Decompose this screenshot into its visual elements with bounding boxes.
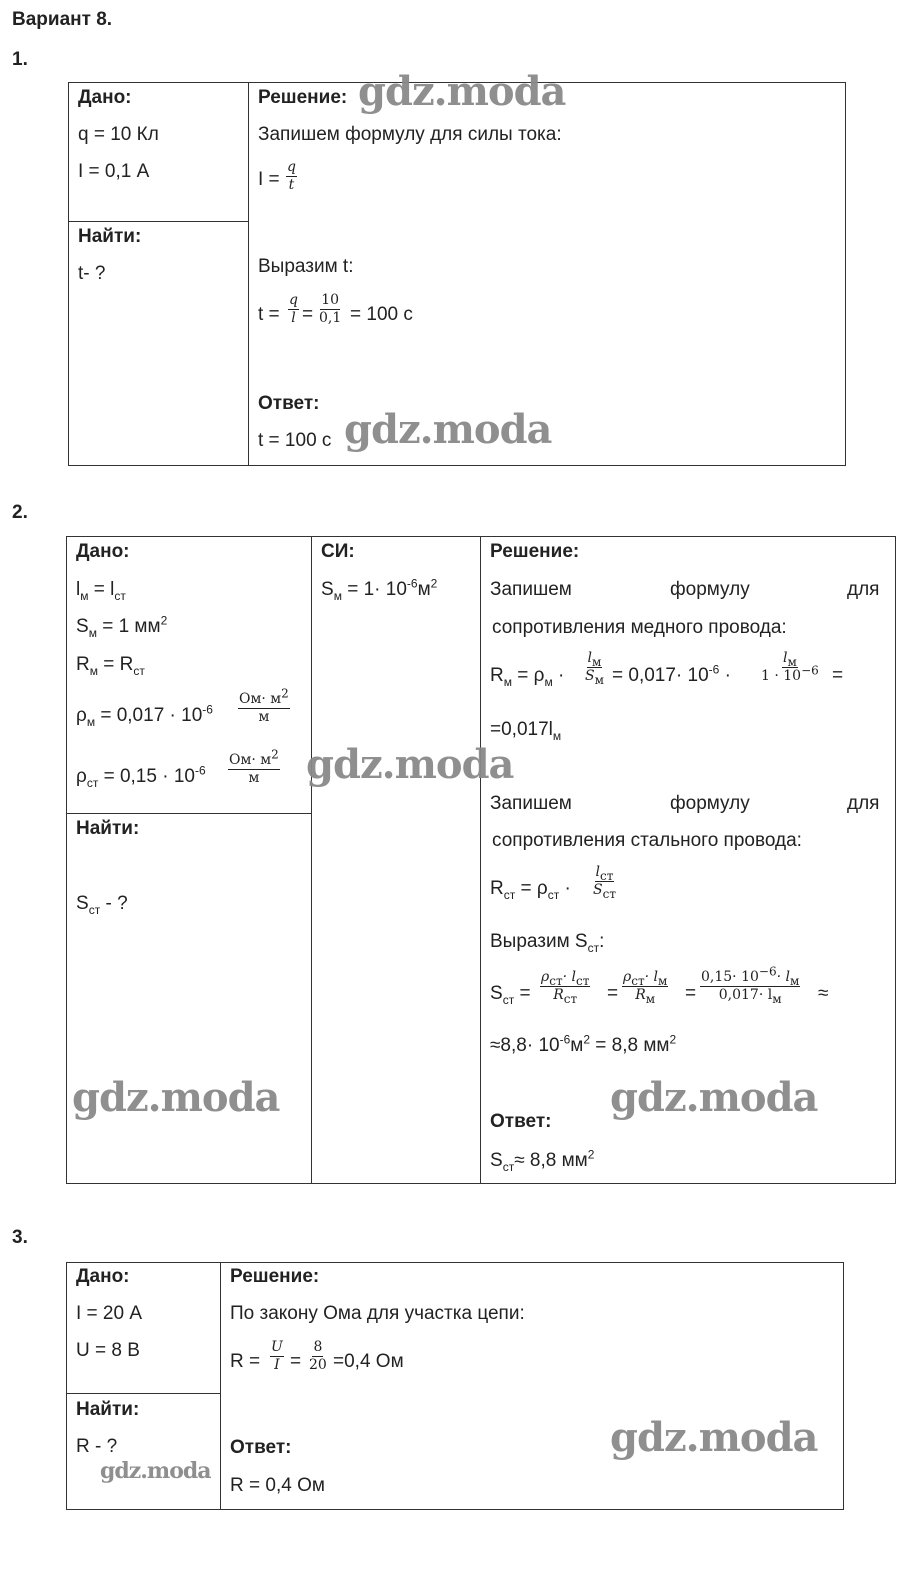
p2-given-rho-copper: $\rho_м = 0,017 \cdot 10^{-6}$ <box>76 702 213 729</box>
watermark-logo: gdz.moda <box>100 1458 211 1484</box>
p2-formula-area-fraction-1: $\rho_{ст}\cdot l_{ст}$ $R_{ст}$ <box>541 969 590 1006</box>
p2-formula-copper-mid: = $0,017\cdot 10^{-6}$ · <box>612 662 731 686</box>
p2-given-heading: Дано: <box>76 541 130 562</box>
p1-formula-current-fraction: $\frac{q}{t}$ <box>287 159 296 193</box>
p2-given-area: $S_м = 1$ $мм^2$ <box>76 613 168 640</box>
p3-answer-value: R = 0,4 Ом <box>230 1475 325 1496</box>
p3-formula-fraction-2: $\frac{8}{20}$ <box>309 1339 327 1373</box>
p2-formula-area-eq-2: = <box>685 983 697 1004</box>
p2-formula-copper-fraction-1: $l_м$ $S_м$ <box>585 650 604 687</box>
p1-answer-heading: Ответ: <box>258 393 320 414</box>
p1-given-heading: Дано: <box>78 87 132 108</box>
p1-formula-time-lhs: t = <box>258 304 280 325</box>
p3-formula-eq: = <box>290 1351 302 1372</box>
p2-line-steel: сопротивления стального провода: <box>492 830 802 851</box>
p1-find-heading: Найти: <box>78 226 142 247</box>
p2-find-cell <box>67 814 312 1184</box>
p1-solution-line-2: Выразим t: <box>258 256 354 277</box>
problem-3-number: 3. <box>12 1227 28 1248</box>
page-title: Вариант 8. <box>12 9 113 30</box>
p2-given-rho-steel-unit: $Ом\cdot м^2$ м <box>229 747 279 786</box>
p2-formula-area-result: $\approx 8,8\cdot 10^{-6}м^2 = 8,8$ $мм^2$ <box>490 1032 677 1056</box>
watermark-logo: gdz.moda <box>72 1074 280 1121</box>
p3-find-heading: Найти: <box>76 1399 140 1420</box>
watermark-logo: gdz.moda <box>306 741 514 788</box>
p2-given-resistances: $R_м = R_{ст}$ <box>76 654 145 678</box>
p2-formula-area-eq-1: = <box>607 983 619 1004</box>
p3-formula-result: =0,4 Ом <box>333 1351 404 1372</box>
p3-answer-heading: Ответ: <box>230 1437 292 1458</box>
watermark-logo: gdz.moda <box>610 1414 818 1461</box>
p3-given-voltage: U = 8 В <box>76 1340 140 1361</box>
p1-formula-time-eq: = <box>302 304 314 325</box>
p2-formula-area-fraction-3: $0,15\cdot 10^{-6}\cdot l_м$ $0,017\cdot l_м$ <box>701 964 800 1006</box>
p2-formula-copper-end: = <box>832 665 844 686</box>
watermark-logo: gdz.moda <box>358 68 566 115</box>
p2-word-formulu-1: формулу <box>670 579 750 600</box>
p3-solution-heading: Решение: <box>230 1266 320 1287</box>
p2-si-area: $S_м = 1\cdot 10^{-6}м^2$ <box>321 576 438 603</box>
p1-formula-current-lhs: I = <box>258 169 280 190</box>
p3-solution-cell <box>221 1263 844 1510</box>
watermark-logo: gdz.moda <box>344 406 552 453</box>
p2-formula-copper-lhs: $R_м = \rho_м$ · <box>490 665 565 689</box>
p1-given-charge: q = 10 Кл <box>78 124 159 145</box>
p2-word-zapishem-1: Запишем <box>490 579 572 600</box>
p2-line-copper: сопротивления медного провода: <box>492 617 787 638</box>
p2-express-line: Выразим $S_{ст}$: <box>490 931 605 955</box>
p2-si-heading: СИ: <box>321 541 355 562</box>
p3-formula-lhs: R = <box>230 1351 261 1372</box>
p2-given-lengths: $l_м = l_{ст}$ <box>76 579 126 603</box>
p2-formula-steel-fraction: $l_{ст}$ $S_{ст}$ <box>593 864 616 901</box>
p2-formula-steel-lhs: $R_{ст} = \rho_{ст}$ · <box>490 878 571 902</box>
watermark-logo: gdz.moda <box>610 1074 818 1121</box>
p1-given-current: I = 0,1 А <box>78 161 150 182</box>
p2-formula-area-lhs: $S_{ст}$ = <box>490 983 531 1007</box>
p2-word-dlya-1: для <box>847 579 880 600</box>
p1-find-value: t- ? <box>78 263 106 284</box>
p2-solution-heading: Решение: <box>490 541 580 562</box>
p2-formula-area-approx: ≈ <box>818 983 829 1004</box>
p2-formula-area-fraction-2: $\rho_{ст}\cdot l_м$ $R_м$ <box>623 969 668 1006</box>
problem-2-number: 2. <box>12 502 28 523</box>
p2-find-value: $S_{ст}$ - ? <box>76 893 128 917</box>
p2-answer-heading: Ответ: <box>490 1111 552 1132</box>
problem-1-number: 1. <box>12 49 28 70</box>
p3-solution-line-1: По закону Ома для участка цепи: <box>230 1303 525 1324</box>
p2-si-cell <box>312 537 481 1184</box>
p2-word-dlya-2: для <box>847 793 880 814</box>
p2-answer-value: $S_{ст}\approx 8,8$ $мм^2$ <box>490 1147 595 1174</box>
p1-formula-time-fraction-2: $\frac{10}{0,1}$ <box>319 292 342 326</box>
p2-word-zapishem-2: Запишем <box>490 793 572 814</box>
p2-given-rho-steel: $\rho_{ст} = 0,15 \cdot 10^{-6}$ <box>76 763 206 790</box>
p3-formula-fraction-1: $\frac{U}{I}$ <box>271 1339 283 1373</box>
p2-find-heading: Найти: <box>76 818 140 839</box>
p1-solution-heading: Решение: <box>258 87 348 108</box>
p1-formula-time-result: = 100 с <box>350 304 413 325</box>
p2-formula-copper-fraction-2: $l_м$ $1 \cdot 10^{-6}$ <box>761 650 819 684</box>
p1-solution-line-1: Запишем формулу для силы тока: <box>258 124 562 145</box>
p3-find-value: R - ? <box>76 1436 118 1457</box>
p3-given-current: I = 20 А <box>76 1303 143 1324</box>
p1-find-cell <box>69 222 249 466</box>
p2-given-rho-copper-unit: $Ом\cdot м^2$ м <box>239 686 289 725</box>
p1-answer-value: t = 100 с <box>258 430 332 451</box>
p1-formula-time-fraction-1: $\frac{q}{l}$ <box>289 292 298 326</box>
p3-given-heading: Дано: <box>76 1266 130 1287</box>
p2-formula-copper-result: $=0,017l_м$ <box>490 719 562 743</box>
p2-word-formulu-2: формулу <box>670 793 750 814</box>
